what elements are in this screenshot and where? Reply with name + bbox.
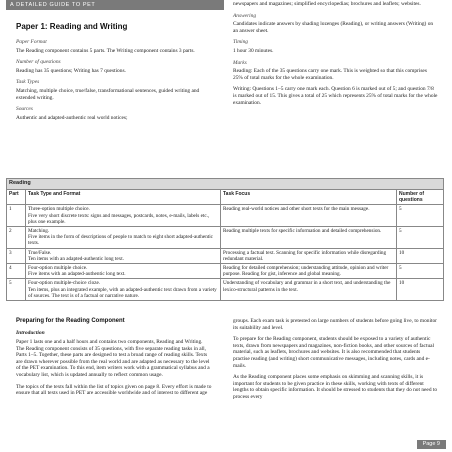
task-type: Three-option multiple choice.: [28, 206, 90, 213]
left-column-bottom: [16, 318, 212, 402]
cell-task: [26, 264, 221, 279]
column-header: Task Type and Format: [26, 190, 221, 205]
table-row: [7, 279, 444, 301]
cell-part: 1: [7, 205, 26, 227]
page-number: Page 9: [417, 440, 446, 449]
section-title: Number of questions: [16, 59, 61, 66]
section-title: Answering: [233, 12, 257, 19]
section-text: Candidates indicate answers by shading lozenges (Reading), or writing answers (Writing) on an answer sheet.: [233, 21, 434, 34]
paragraph: The topics of the texts fall within the list of topics given on page 8. Every effort is made to ensure that all texts used in PET are accessible worldwide and of interest to different age: [16, 383, 212, 397]
section-text: Matching, multiple choice, true/false, transformational sentences, guided writing and extended writing.: [16, 87, 200, 101]
cell-num: 10: [397, 248, 444, 263]
section-title: Timing: [233, 39, 248, 46]
task-type: Four-option multiple-choice cloze.: [28, 280, 101, 287]
left-column-top: [16, 22, 212, 126]
section-text: Writing: Questions 1–5 carry one mark each. Question 6 is marked out of 5; and question 7/8 is marked out of 15. This gives a total of 25 which represents 25% of total marks for the whole examination.: [233, 86, 438, 106]
cell-task: [26, 279, 221, 301]
paragraph: Paper 1 lasts one and a half hours and contains two components, Reading and Writing. The Reading component consists of 35 questions, with five separate reading tasks in all, Parts 1–5. Together, these parts are designed to test a broad range of reading skills. Texts are drawn wherever possible from the real world and are adapted as necessary to the level of the PET examination. To this end, item writers work with a grammatical syllabus and a vocabulary list, which is updated annually to reflect common usage.: [16, 339, 210, 378]
cell-focus: Reading real-world notices and other short texts for the main message.: [221, 205, 397, 227]
reading-table: [6, 178, 444, 301]
cell-num: 5: [397, 264, 444, 279]
right-column-bottom: [233, 318, 438, 406]
cell-focus: Reading for detailed comprehension; understanding attitude, opinion and writer purpose. Reading for gist, inference and global meaning.: [221, 264, 397, 279]
section-text: 1 hour 30 minutes.: [233, 47, 274, 54]
cell-num: 5: [397, 227, 444, 249]
section-text: newspapers and magazines; simplified encyclopedias; brochures and leaflets; websites.: [233, 1, 421, 7]
task-type: Four-option multiple choice.: [28, 265, 88, 272]
task-format: Ten items with an adapted-authentic long text.: [28, 255, 125, 262]
cell-focus: Processing a factual text. Scanning for specific information while disregarding redundant material.: [221, 248, 397, 263]
cell-task: [26, 227, 221, 249]
section-heading: Preparing for the Reading Component: [16, 318, 125, 324]
paper-heading: Paper 1: Reading and Writing: [16, 22, 128, 31]
subsection-title: Introduction: [16, 330, 45, 336]
column-header: Part: [7, 190, 26, 205]
table-row: [7, 205, 444, 227]
cell-part: 2: [7, 227, 26, 249]
cell-task: [26, 248, 221, 263]
paragraph: As the Reading component places some emphasis on skimming and scanning skills, it is important for students to be given practice in these skills, working with texts of different lengths to obtain specific information. It should be stressed to students that they do not need to process every: [233, 374, 438, 400]
section-text: Reading: Each of the 35 questions carry one mark. This is weighted so that this comprises 25% of total marks for the whole examination.: [233, 68, 427, 81]
section-title: Task Types: [16, 79, 40, 86]
cell-focus: Reading multiple texts for specific information and detailed comprehension.: [221, 227, 397, 249]
cell-part: 4: [7, 264, 26, 279]
column-header: Number of questions: [397, 190, 444, 205]
cell-num: 10: [397, 279, 444, 301]
right-column-top: [233, 1, 438, 111]
section-title: Paper Format: [16, 39, 47, 45]
paragraph: groups. Each exam task is pretested on large numbers of students before going live, to monitor its suitability and level.: [233, 318, 437, 331]
cell-focus: Understanding of vocabulary and grammar in a short text, and understanding the lexico-structural patterns in the text.: [221, 279, 397, 301]
section-text: The Reading component contains 5 parts. The Writing component contains 3 parts.: [16, 47, 195, 54]
section-text: Reading has 35 questions; Writing has 7 questions.: [16, 67, 126, 74]
table-title: Reading: [7, 179, 444, 190]
task-type: True/False.: [28, 249, 52, 256]
section-text: Authentic and adapted-authentic real world notices;: [16, 114, 128, 121]
task-type: Matching.: [28, 228, 50, 235]
cell-task: [26, 205, 221, 227]
task-format: Five items with an adapted-authentic long text.: [28, 271, 126, 278]
table-row: [7, 248, 444, 263]
task-format: Five very short discrete texts: signs and messages, postcards, notes, e-mails, labels etc., plus one example.: [28, 212, 210, 225]
section-title: Sources: [16, 106, 33, 113]
running-title: A DETAILED GUIDE TO PET: [6, 0, 224, 10]
section-title: Marks: [233, 59, 247, 66]
cell-num: 5: [397, 205, 444, 227]
task-format: Ten items, plus an integrated example, with an adapted-authentic text drawn from a variety of sources. The text is of a factual or narrative nature.: [28, 286, 217, 299]
cell-part: 5: [7, 279, 26, 301]
column-header: Task Focus: [221, 190, 397, 205]
cell-part: 3: [7, 248, 26, 263]
table-row: [7, 227, 444, 249]
task-format: Five items in the form of descriptions of people to match to eight short adapted-authentic texts.: [28, 234, 213, 247]
table-row: [7, 264, 444, 279]
paragraph: To prepare for the Reading component, students should be exposed to a variety of authentic texts, drawn from newspapers and magazines, non-fiction books, and other sources of factual material, such as leaflets, brochures and websites. It is also recommended that students practise reading (and writing) short communicative messages, including notes, cards and e-mails.: [233, 336, 435, 369]
